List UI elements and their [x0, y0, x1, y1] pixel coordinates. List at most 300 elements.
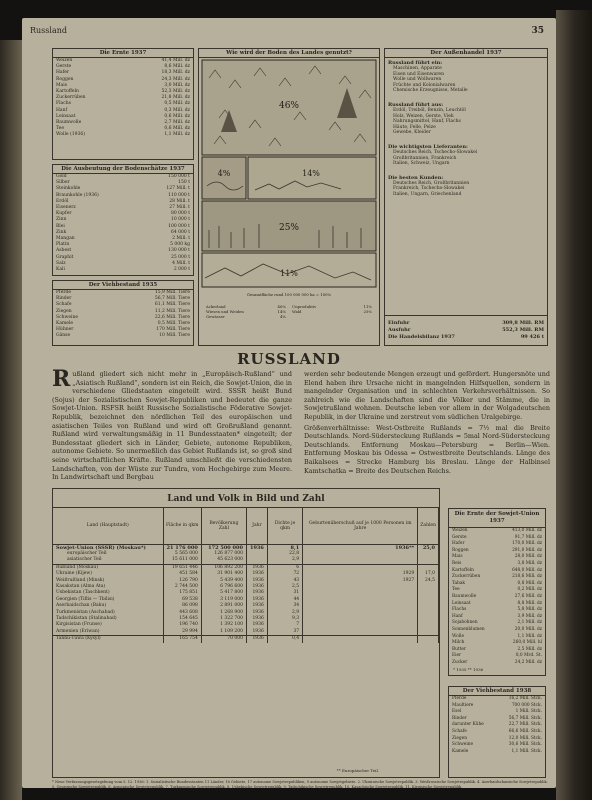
data-row [449, 729, 545, 736]
table-body [53, 544, 439, 643]
row-value: 150 000 t [168, 174, 190, 179]
data-row [449, 581, 545, 588]
row-label: Flachs [452, 607, 467, 613]
row-value: 21,8 Mill. dz [161, 95, 190, 101]
table-cell: 1929 [303, 571, 418, 577]
column-header: Zahlen [418, 508, 439, 544]
list-item: Italien, Ungarn, Griechenland [393, 191, 462, 197]
ausfuhr-list [385, 108, 547, 136]
table-cell: 34 [267, 603, 302, 609]
row-label: Schweine [452, 742, 474, 748]
row-label: Kartoffeln [56, 89, 79, 95]
list-item: Nahrungsmittel, Hanf, Flachs [393, 119, 461, 125]
table-row [53, 629, 439, 636]
row-value: 150 t [178, 180, 190, 186]
data-row [449, 634, 545, 641]
illustration-title: Wie wird der Boden des Landes genutzt? [199, 49, 379, 58]
row-value: 0,8 Mill. dz [517, 580, 542, 586]
row-label: Roggen [452, 547, 469, 553]
table-cell: 0,4 [267, 636, 302, 643]
data-row [449, 541, 545, 548]
row-value: 61,1 Mill. Tiere [154, 302, 190, 308]
einfuhr-list [385, 66, 547, 94]
legend-value: 14% [277, 309, 286, 314]
drop-cap: R [52, 366, 71, 392]
row-value: 22,7 Mill. Stck. [508, 722, 542, 728]
list-item: Holz, Weizen, Gerste, Vieh [393, 113, 454, 119]
data-row [449, 614, 545, 621]
row-label: Salz [56, 260, 66, 266]
lieferanten-list [385, 150, 547, 167]
table-cell: 1936 [246, 622, 267, 628]
table-note: ** Europäischer Teil. [336, 768, 379, 773]
stat-table-title: Land und Volk in Bild und Zahl [53, 489, 439, 508]
legend-label: Unproduktiv [292, 304, 317, 309]
row-label: Tee [452, 587, 460, 593]
table-cell: 1 268 900 [201, 610, 246, 616]
aussenhandel-title: Der Außenhandel 1937 [385, 49, 547, 58]
data-row [449, 749, 545, 756]
column-1-text: ußland gliedert sich nicht mehr in „Europäisch-Rußland“ und „Asiatisch Rußland“, sondern ist ein Reich, die Sowjet-Union, die in verschiedene Gliedstaaten eingeteilt wird. SSSR heißt Bund (Sojus) der Sozialistischen Sowjet-Republiken und bedeutet die ganze Sowjet-Union. RSFSR heißt Russische Sozialistische Föderative Sowjet-Republik, bezeichnet den nördlichen Teil des europäischen und asiatischen Teiles von Rußland und wird oft Großrußland genannt. Rußland wird verwaltungsmäßig in 11 Bundesstaaten* eingeteilt; der Bundesstaat gliedert sich in Länder, Gebiete, autonome Republiken, autonome Gebiete. So unermeßlich das Gebiet Rußlands ist, so groß sind seine wirtschaftlichen Kräfte. Rußland umschließt die verschiedensten Landschaften, von der Wüste zur Tundra, vom Hochgebirge zum Meere. In Landwirtschaft und Bergbau [52, 370, 292, 482]
table-cell: Kasakstan (Alma Ata) [53, 584, 163, 590]
row-value: 15,9 Mill. Tiere [154, 290, 190, 295]
column-header: Bevölkerung Zahl [201, 508, 246, 544]
page-number: 35 [531, 26, 544, 36]
legend-entry [203, 314, 289, 319]
row-value: 110 000 t [168, 192, 190, 198]
table-cell: 1936 [246, 564, 267, 571]
data-row [449, 574, 545, 581]
label-wald: 25% [278, 223, 300, 233]
data-row [449, 703, 545, 710]
row-value: 3,0 Mill. dz [164, 82, 190, 88]
row-value: 91,7 Mill. dz [514, 534, 542, 540]
table-cell: 154 645 [163, 616, 201, 622]
row-label: Pferde [452, 696, 467, 701]
ernte-title: Die Ernte 1937 [53, 49, 193, 58]
table-cell: 25,0 [418, 544, 439, 551]
table-cell: Rußland (Moskau) [53, 564, 163, 571]
table-cell: 1936 [246, 571, 267, 577]
ernte-box [52, 48, 194, 160]
column-header: Land (Hauptstadt) [53, 508, 163, 544]
data-row [449, 627, 545, 634]
legend-value: 46% [277, 304, 286, 309]
row-value: 1,1 Mill. Stck. [511, 748, 542, 754]
row-label: Schafe [56, 302, 72, 308]
row-value: 1,1 Mill. dz [517, 633, 542, 639]
row-label: Mangan [56, 236, 75, 242]
table-cell: 1936 [246, 636, 267, 643]
row-label: Flachs [56, 101, 71, 107]
table-cell: 31 901 400 [201, 571, 246, 577]
data-row [449, 561, 545, 568]
row-label: Roggen [56, 76, 74, 82]
legend-entry [289, 309, 375, 314]
table-cell: 37 [267, 629, 302, 636]
data-row [385, 327, 547, 334]
row-value: 700 000 Stck. [511, 702, 542, 708]
label-gewaesser: 4% [217, 169, 231, 178]
row-value: 3,9 Mill. dz [517, 613, 542, 619]
table-cell: europäischer Teil [53, 551, 163, 557]
einfuhr-heading: Russland führt ein: [388, 60, 443, 66]
row-value: 12,0 Mill. Stck. [508, 735, 542, 741]
row-value: 18,3 Mill. dz [161, 70, 190, 76]
footnote: * Neue Verfassungsgesetzgebung vom 5. 12. 1936: 1. Sozialistische Bundesstaaten 11 Länder, 16 Gebiete, 17 autonome Sowjetrepubliken, 9 autonome Sowjetgebiete. 2. Ukrainische Sowjetrepublik. 3. Weißrussische Sowjetrepublik. 4. Aserbaidschanische Sowjetrepublik. 5. Georgische Sowjetrepublik. 6. Armenische Sowjetrepublik. 7. Turkmenische Sowjetrepublik. 8. Usbekische Sowjetrepublik. 9. Tadschikische Sowjetrepublik. 10. Kasachische Sowjetrepublik. 11. Kirgisische Sowjetrepublik. [52, 780, 548, 788]
row-value: 0,5 Mill. dz [164, 101, 190, 107]
row-label: Wolle (1936) [56, 132, 85, 138]
row-label: Braunkohle (1936) [56, 192, 99, 198]
stat-table [53, 508, 439, 643]
illustration-caption: Gesamtfläche rund 100 000 000 ha = 100% [246, 292, 332, 297]
table-cell: 1936 [246, 578, 267, 584]
row-value: 0,2 Mill. dz [517, 587, 542, 593]
row-label: darunter Kühe [452, 722, 484, 728]
row-label: Blei [56, 223, 65, 229]
row-label: Kamele [56, 321, 74, 327]
table-cell: 3 119 000 [201, 597, 246, 603]
table-cell: 1936** [303, 544, 418, 551]
row-value: 552,3 Mill. RM [502, 327, 544, 333]
data-row [449, 716, 545, 723]
table-cell: Aserbaidschan (Baku) [53, 603, 163, 609]
row-value: 170,0 Mill. dz [512, 541, 542, 547]
page-header [30, 26, 548, 40]
row-label: Baumwolle [452, 593, 477, 599]
row-label: Schweine [56, 314, 79, 320]
table-cell: 21 176 000 [163, 544, 201, 551]
row-label: Kartoffeln [452, 567, 474, 573]
vieh-sowjet-rows [449, 696, 545, 755]
list-item: Häute, Felle, Pelze [393, 124, 436, 130]
article-column-1 [52, 366, 292, 484]
legend-value: 25% [363, 309, 372, 314]
table-cell: 15 611 000 [163, 557, 201, 564]
row-value: 100 000 t [168, 223, 190, 229]
row-value: 260,0 Mill. hl [512, 640, 542, 646]
row-label: Eier [452, 653, 462, 659]
table-cell: 43 [267, 578, 302, 584]
row-label: Milch [452, 640, 465, 646]
row-label: Mais [452, 554, 463, 560]
row-label: Eisenerz [56, 205, 76, 211]
row-label: Sojabohnen [452, 620, 478, 626]
row-label: Zucker [452, 659, 468, 665]
row-label: Pferde [56, 290, 72, 295]
row-value: 130 000 t [168, 248, 190, 254]
row-label: Butter [452, 646, 466, 652]
row-value: 41,4 Mill. dz [161, 58, 190, 63]
row-label: Zinn [56, 217, 67, 223]
table-cell: 106 892 200 [201, 564, 246, 571]
row-label: Baumwolle [56, 120, 82, 126]
article-column-2 [304, 370, 550, 477]
bodenschaetze-box [52, 164, 194, 276]
book-page [22, 18, 556, 788]
data-row [385, 320, 547, 327]
table-cell [303, 564, 418, 571]
row-value: 28,0 Mill. dz [514, 554, 542, 560]
data-row [449, 548, 545, 555]
article-title: RUSSLAND [237, 350, 341, 368]
table-cell: 2 891 000 [201, 603, 246, 609]
row-value: 10 Mill. Tiere [159, 333, 190, 339]
list-item: Erdöl, Treiböl, Benzin, Leuchtöl [393, 107, 466, 113]
table-cell: Kirgisistan (Frunse) [53, 622, 163, 628]
table-cell: asiatischer Teil [53, 557, 163, 564]
row-label: Kali [56, 267, 65, 273]
trade-totals [385, 315, 547, 341]
data-row [449, 653, 545, 660]
row-value: 0,5 Mill. Tiere [157, 321, 190, 327]
row-label: Gerste [452, 534, 467, 540]
ernte-sowjet-note: * 1935 ** 1936 [453, 667, 484, 673]
table-cell: Ukraine (Kijew) [53, 571, 163, 577]
table-cell [303, 629, 418, 636]
row-value: 0,6 Mill. dz [164, 126, 190, 132]
book-spine-left [0, 40, 22, 800]
row-value: 10 000 t [171, 217, 190, 223]
row-label: Tabak [452, 580, 466, 586]
data-row [449, 587, 545, 594]
list-item: Deutsches Reich, Tschecho-Slowakei [393, 149, 478, 155]
row-label: Hanf [452, 613, 463, 619]
data-row [53, 132, 193, 138]
column-2-paragraph-1: werden sehr bedeutende Mengen erzeugt und gefördert. Hungersnöte und Elend haben ihre Ursache nicht in mangelnden Hilfsquellen, sondern in mangelnder Organisation und in schlechten Verkehrsverhältnissen. So zahlreich wie die Landschaften sind die Völker und Stämme, die in Sowjetrußland wohnen. Deutsche leben vor allem in der Wolgadeutschen Republik, in der Ukraine und zerstreut vom südlichen Uralgebirge. [304, 370, 550, 421]
data-row [53, 267, 193, 273]
table-cell: 172 500 000 [201, 544, 246, 551]
table-cell: Turkmenistan (Aschabad) [53, 610, 163, 616]
table-cell: 7 [267, 622, 302, 628]
ausfuhr-heading: Russland führt aus: [388, 101, 444, 108]
row-label: Steinkohle [56, 186, 81, 192]
aussenhandel-box [384, 48, 548, 346]
row-value: 27 Mill. t [169, 205, 190, 211]
legend-value: 11% [363, 304, 372, 309]
data-row [53, 333, 193, 339]
row-value: 52,3 Mill. dz [161, 89, 190, 95]
row-value: 20,0 Mill. dz [514, 626, 542, 632]
data-row [449, 640, 545, 647]
running-head: Russland [30, 26, 67, 35]
row-label: Sonnenblumen [452, 626, 485, 632]
row-value: 2,1 Mill. dz [517, 620, 542, 626]
row-label: Weizen [56, 58, 73, 63]
table-cell: 6 [267, 564, 302, 571]
row-label: Gerste [56, 64, 72, 70]
table-cell: 86 098 [163, 603, 201, 609]
table-cell [246, 557, 267, 564]
vieh-sowjet-title: Der Viehbestand 1938 [449, 687, 545, 696]
list-item: Frankreich, Tschecho-Slowakei [393, 186, 465, 192]
list-item: Wolle und Wollwaren [393, 77, 442, 83]
data-row [449, 528, 545, 535]
table-cell: 24,5 [418, 578, 439, 584]
column-header: Jahr [246, 508, 267, 544]
table-cell: 175 851 [163, 590, 201, 596]
table-cell: 1936 [246, 597, 267, 603]
row-value: 24,3 Mill. dz [161, 76, 190, 82]
table-cell: 5 417 800 [201, 590, 246, 596]
row-value: 2,5 Mill. dz [517, 646, 542, 652]
row-value: 8,8 Mill. dz [517, 600, 542, 606]
data-row [449, 568, 545, 575]
table-cell: 1936 [246, 544, 267, 551]
data-row [449, 736, 545, 743]
row-value: 648,0 Mill. dz [512, 567, 542, 573]
table-cell: Weißrußland (Minsk) [53, 578, 163, 584]
table-cell: Armenien (Eriwan) [53, 629, 163, 636]
row-label: Schafe [452, 728, 467, 734]
table-cell [418, 629, 439, 636]
table-cell: 165 754 [163, 636, 201, 643]
row-label: Hanf [56, 107, 68, 113]
row-label: Rinder [452, 715, 467, 721]
row-value: 99 426 t [520, 334, 544, 340]
vieh-sowjet-box [448, 686, 546, 778]
data-row [449, 620, 545, 627]
table-cell: 1 109 200 [201, 629, 246, 636]
row-value: 8,0 Mrd. St. [515, 653, 542, 659]
list-item: Früchte und Kolonialwaren [393, 82, 456, 88]
data-row [449, 709, 545, 716]
row-value: 11,2 Mill. Tiere [154, 308, 190, 314]
row-value: 0,3 Mill. dz [164, 107, 190, 113]
column-header: Dichte je qkm [267, 508, 302, 544]
table-cell: 29 994 [163, 629, 201, 636]
table-cell: 1936 [246, 584, 267, 590]
label-unproduktiv: 11% [280, 269, 298, 278]
list-item: Maschinen, Apparate [393, 66, 442, 71]
legend-label: Wald [292, 309, 302, 314]
row-value: 8,6 Mill. dz [164, 64, 190, 70]
column-header: Fläche in qkm [163, 508, 201, 544]
row-label: Kamele [452, 748, 469, 754]
table-cell: 2,9 [267, 610, 302, 616]
row-value: 25 000 t [171, 254, 190, 260]
row-label: Mais [56, 82, 68, 88]
book-edge-right [556, 10, 592, 800]
row-value: 28 Mill. t [169, 198, 190, 204]
lieferanten-heading: Die wichtigsten Lieferanten: [388, 143, 468, 150]
row-label: Wolle [452, 633, 465, 639]
row-value: 24,2 Mill. dz [514, 659, 542, 665]
table-cell: 1927 [303, 578, 418, 584]
table-cell: 451 584 [163, 571, 201, 577]
row-value: 2 000 t [173, 267, 190, 273]
data-row [449, 742, 545, 749]
row-value: 1,1 Mill. dz [164, 132, 190, 138]
table-cell: 2,5 [267, 584, 302, 590]
table-row [53, 557, 439, 564]
bodenschaetze-title: Die Ausbeutung der Bodenschätze 1937 [53, 165, 193, 174]
table-cell: 2,9 [267, 557, 302, 564]
table-cell: 19 651 446 [163, 564, 201, 571]
table-cell: Tadschikistan (Stalinabad) [53, 616, 163, 622]
row-value: 218,6 Mill. dz [512, 574, 542, 580]
table-cell: 44 [267, 597, 302, 603]
table-cell: 196 740 [163, 622, 201, 628]
row-value: 5 000 kg [170, 242, 190, 248]
row-label: Ziegen [452, 735, 467, 741]
table-cell: 8,1 [267, 544, 302, 551]
row-label: Einfuhr [388, 320, 410, 326]
stat-table-box [52, 488, 440, 778]
land-use-illustration [198, 48, 380, 346]
label-ackerland: 46% [278, 101, 300, 111]
table-cell [303, 557, 418, 564]
table-cell: 1 322 700 [201, 616, 246, 622]
ernte-sowjet-rows [449, 528, 545, 666]
table-cell: Usbekistan (Taschkent) [53, 590, 163, 596]
table-header-row [53, 508, 439, 544]
row-label: Graphit [56, 254, 74, 260]
column-header: Geburtenüberschuß auf je 1000 Personen im Jahre [303, 508, 418, 544]
row-label: Tee [56, 126, 64, 132]
row-value: 5,8 Mill. dz [517, 607, 542, 613]
list-item: Eisen und Eisenwaren [393, 71, 444, 77]
table-cell: 1936 [246, 590, 267, 596]
row-label: Gold [56, 174, 67, 179]
row-label: Maultiere [452, 702, 474, 708]
land-use-drawing [199, 58, 379, 304]
table-cell: Georgien (Tiflis — Tbilisi) [53, 597, 163, 603]
row-value: 127 Mill. t [166, 186, 190, 192]
list-item: Italien, Schweiz, Ungarn [393, 161, 450, 167]
row-label: Zink [56, 229, 67, 235]
table-cell: Sowjet-Union (SSSR) (Moskau*) [53, 544, 163, 551]
row-value: 80 000 t [171, 211, 190, 217]
table-cell: 1 392 100 [201, 622, 246, 628]
row-value: 309,8 Mill. RM [502, 320, 544, 326]
table-cell: 126 877 000 [201, 551, 246, 557]
row-value: 413,0 Mill. dz [512, 528, 542, 533]
kunden-list [385, 181, 547, 198]
legend-label: Wiesen und Weiden [206, 309, 244, 314]
table-cell [418, 636, 439, 643]
data-row [449, 696, 545, 703]
row-label: Gänse [56, 333, 71, 339]
row-value: 170 Mill. Tiere [156, 327, 190, 333]
row-label: Zuckerrüben [56, 95, 86, 101]
table-cell: 69 538 [163, 597, 201, 603]
table-cell: 1936 [246, 603, 267, 609]
vieh-title: Der Viehbestand 1935 [53, 281, 193, 290]
data-row [449, 647, 545, 654]
row-value: 22,6 Mill. Tiere [154, 314, 190, 320]
bodenschaetze-rows [53, 174, 193, 273]
table-row [53, 636, 439, 643]
table-cell: 70 000 [201, 636, 246, 643]
row-value: 0,6 Mill. dz [164, 113, 190, 119]
row-label: Weizen [452, 528, 468, 533]
row-value: 4 Mill. t [172, 260, 190, 266]
data-row [449, 660, 545, 667]
row-label: Reis [452, 560, 462, 566]
data-row [449, 722, 545, 729]
list-item: Großbritannien, Frankreich [393, 155, 457, 161]
table-cell: 126 790 [163, 578, 201, 584]
data-row [449, 535, 545, 542]
table-cell: Tannu-Tuwa (Kysyl) [53, 636, 163, 643]
vieh-box [52, 280, 194, 346]
row-value: 66,6 Mill. Stck. [508, 728, 542, 734]
row-value: 291,0 Mill. dz [512, 547, 542, 553]
table-cell: 22,8 [267, 551, 302, 557]
row-label: Kupfer [56, 211, 72, 217]
row-label: Hafer [452, 541, 465, 547]
